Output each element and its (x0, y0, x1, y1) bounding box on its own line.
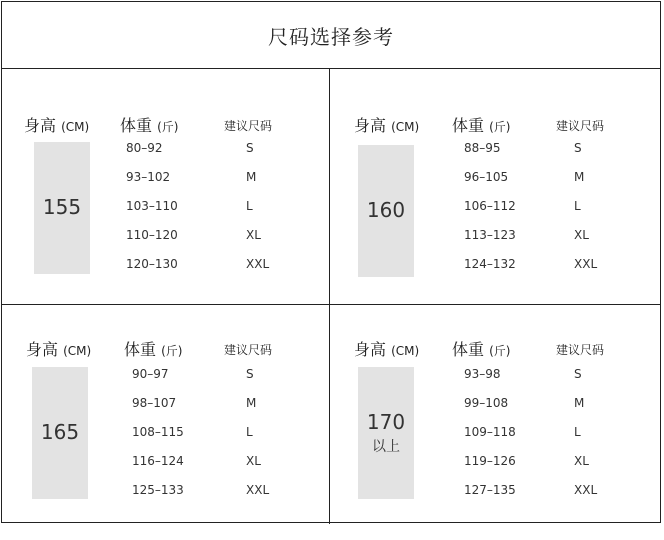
size-value: L (246, 199, 253, 213)
height-value: 170 (366, 410, 406, 434)
height-header-label: 身高 (354, 340, 387, 359)
size-row (132, 396, 332, 416)
size-value: XXL (246, 257, 270, 271)
size-row (464, 257, 664, 277)
height-value: 160 (366, 198, 406, 222)
size-row (126, 141, 326, 161)
size-value: M (574, 396, 585, 410)
size-value: XXL (246, 483, 270, 497)
height-header-unit: (CM) (61, 120, 90, 134)
height-header-label: 身高 (26, 340, 59, 359)
weight-header (452, 113, 510, 136)
weight-range: 96–105 (464, 170, 509, 184)
size-value: S (574, 367, 582, 381)
height-header-unit: (CM) (63, 344, 92, 358)
height-header-unit: (CM) (391, 120, 420, 134)
size-row (132, 425, 332, 445)
weight-range: 108–115 (132, 425, 184, 439)
size-row (464, 170, 664, 190)
size-value: M (246, 170, 257, 184)
weight-range: 116–124 (132, 454, 184, 468)
weight-range: 110–120 (126, 228, 178, 242)
size-value: M (246, 396, 257, 410)
height-header (24, 113, 89, 136)
height-value-sub: 以上 (372, 439, 400, 455)
weight-header-unit: (斤) (489, 344, 511, 358)
size-row (464, 396, 664, 416)
height-header (354, 337, 419, 360)
size-row (464, 228, 664, 248)
weight-range: 80–92 (126, 141, 163, 155)
size-panel-165 (2, 305, 330, 540)
weight-range: 106–112 (464, 199, 516, 213)
weight-header-label: 体重 (452, 340, 485, 359)
size-chart-title: 尺码选择参考 (2, 2, 660, 69)
size-value: XXL (574, 257, 598, 271)
weight-header-label: 体重 (452, 116, 485, 135)
height-value-box (358, 145, 414, 277)
height-header (26, 337, 91, 360)
weight-header (120, 113, 178, 136)
size-value: XL (246, 454, 261, 468)
size-value: S (246, 141, 254, 155)
weight-range: 99–108 (464, 396, 509, 410)
weight-range: 119–126 (464, 454, 516, 468)
size-panel-170 (330, 305, 658, 540)
weight-range: 103–110 (126, 199, 178, 213)
size-panel-155 (2, 69, 330, 304)
size-row (132, 367, 332, 387)
size-header: 建议尺码 (224, 119, 273, 133)
size-panel-160 (330, 69, 658, 304)
weight-range: 98–107 (132, 396, 177, 410)
weight-range: 88–95 (464, 141, 501, 155)
height-header-label: 身高 (354, 116, 387, 135)
height-value-box (358, 367, 414, 499)
weight-range: 93–102 (126, 170, 171, 184)
weight-range: 93–98 (464, 367, 501, 381)
weight-header (452, 337, 510, 360)
weight-header-unit: (斤) (161, 344, 183, 358)
size-value: XXL (574, 483, 598, 497)
height-value: 155 (42, 195, 82, 219)
weight-header-unit: (斤) (157, 120, 179, 134)
size-value: L (574, 425, 581, 439)
weight-header-label: 体重 (120, 116, 153, 135)
weight-header-unit: (斤) (489, 120, 511, 134)
size-value: L (574, 199, 581, 213)
weight-range: 124–132 (464, 257, 516, 271)
size-value: S (246, 367, 254, 381)
height-value-box (32, 367, 88, 499)
weight-header-label: 体重 (124, 340, 157, 359)
size-value: XL (574, 228, 589, 242)
weight-range: 127–135 (464, 483, 516, 497)
size-header: 建议尺码 (224, 343, 273, 357)
size-value: M (574, 170, 585, 184)
height-value: 165 (40, 420, 80, 444)
size-value: S (574, 141, 582, 155)
weight-range: 113–123 (464, 228, 516, 242)
size-row (464, 199, 664, 219)
size-row (464, 425, 664, 445)
size-value: XL (574, 454, 589, 468)
size-row (126, 199, 326, 219)
size-row (126, 170, 326, 190)
size-row (126, 228, 326, 248)
size-row (464, 367, 664, 387)
height-value-box (34, 142, 90, 274)
size-value: L (246, 425, 253, 439)
weight-range: 109–118 (464, 425, 516, 439)
weight-range: 90–97 (132, 367, 169, 381)
size-value: XL (246, 228, 261, 242)
size-row (132, 454, 332, 474)
weight-range: 120–130 (126, 257, 178, 271)
size-row (464, 141, 664, 161)
size-chart-frame (1, 1, 661, 523)
size-header: 建议尺码 (556, 119, 605, 133)
height-header-label: 身高 (24, 116, 57, 135)
weight-range: 125–133 (132, 483, 184, 497)
weight-header (124, 337, 182, 360)
height-header (354, 113, 419, 136)
height-header-unit: (CM) (391, 344, 420, 358)
size-row (132, 483, 332, 503)
size-row (126, 257, 326, 277)
size-row (464, 483, 664, 503)
size-row (464, 454, 664, 474)
size-header: 建议尺码 (556, 343, 605, 357)
